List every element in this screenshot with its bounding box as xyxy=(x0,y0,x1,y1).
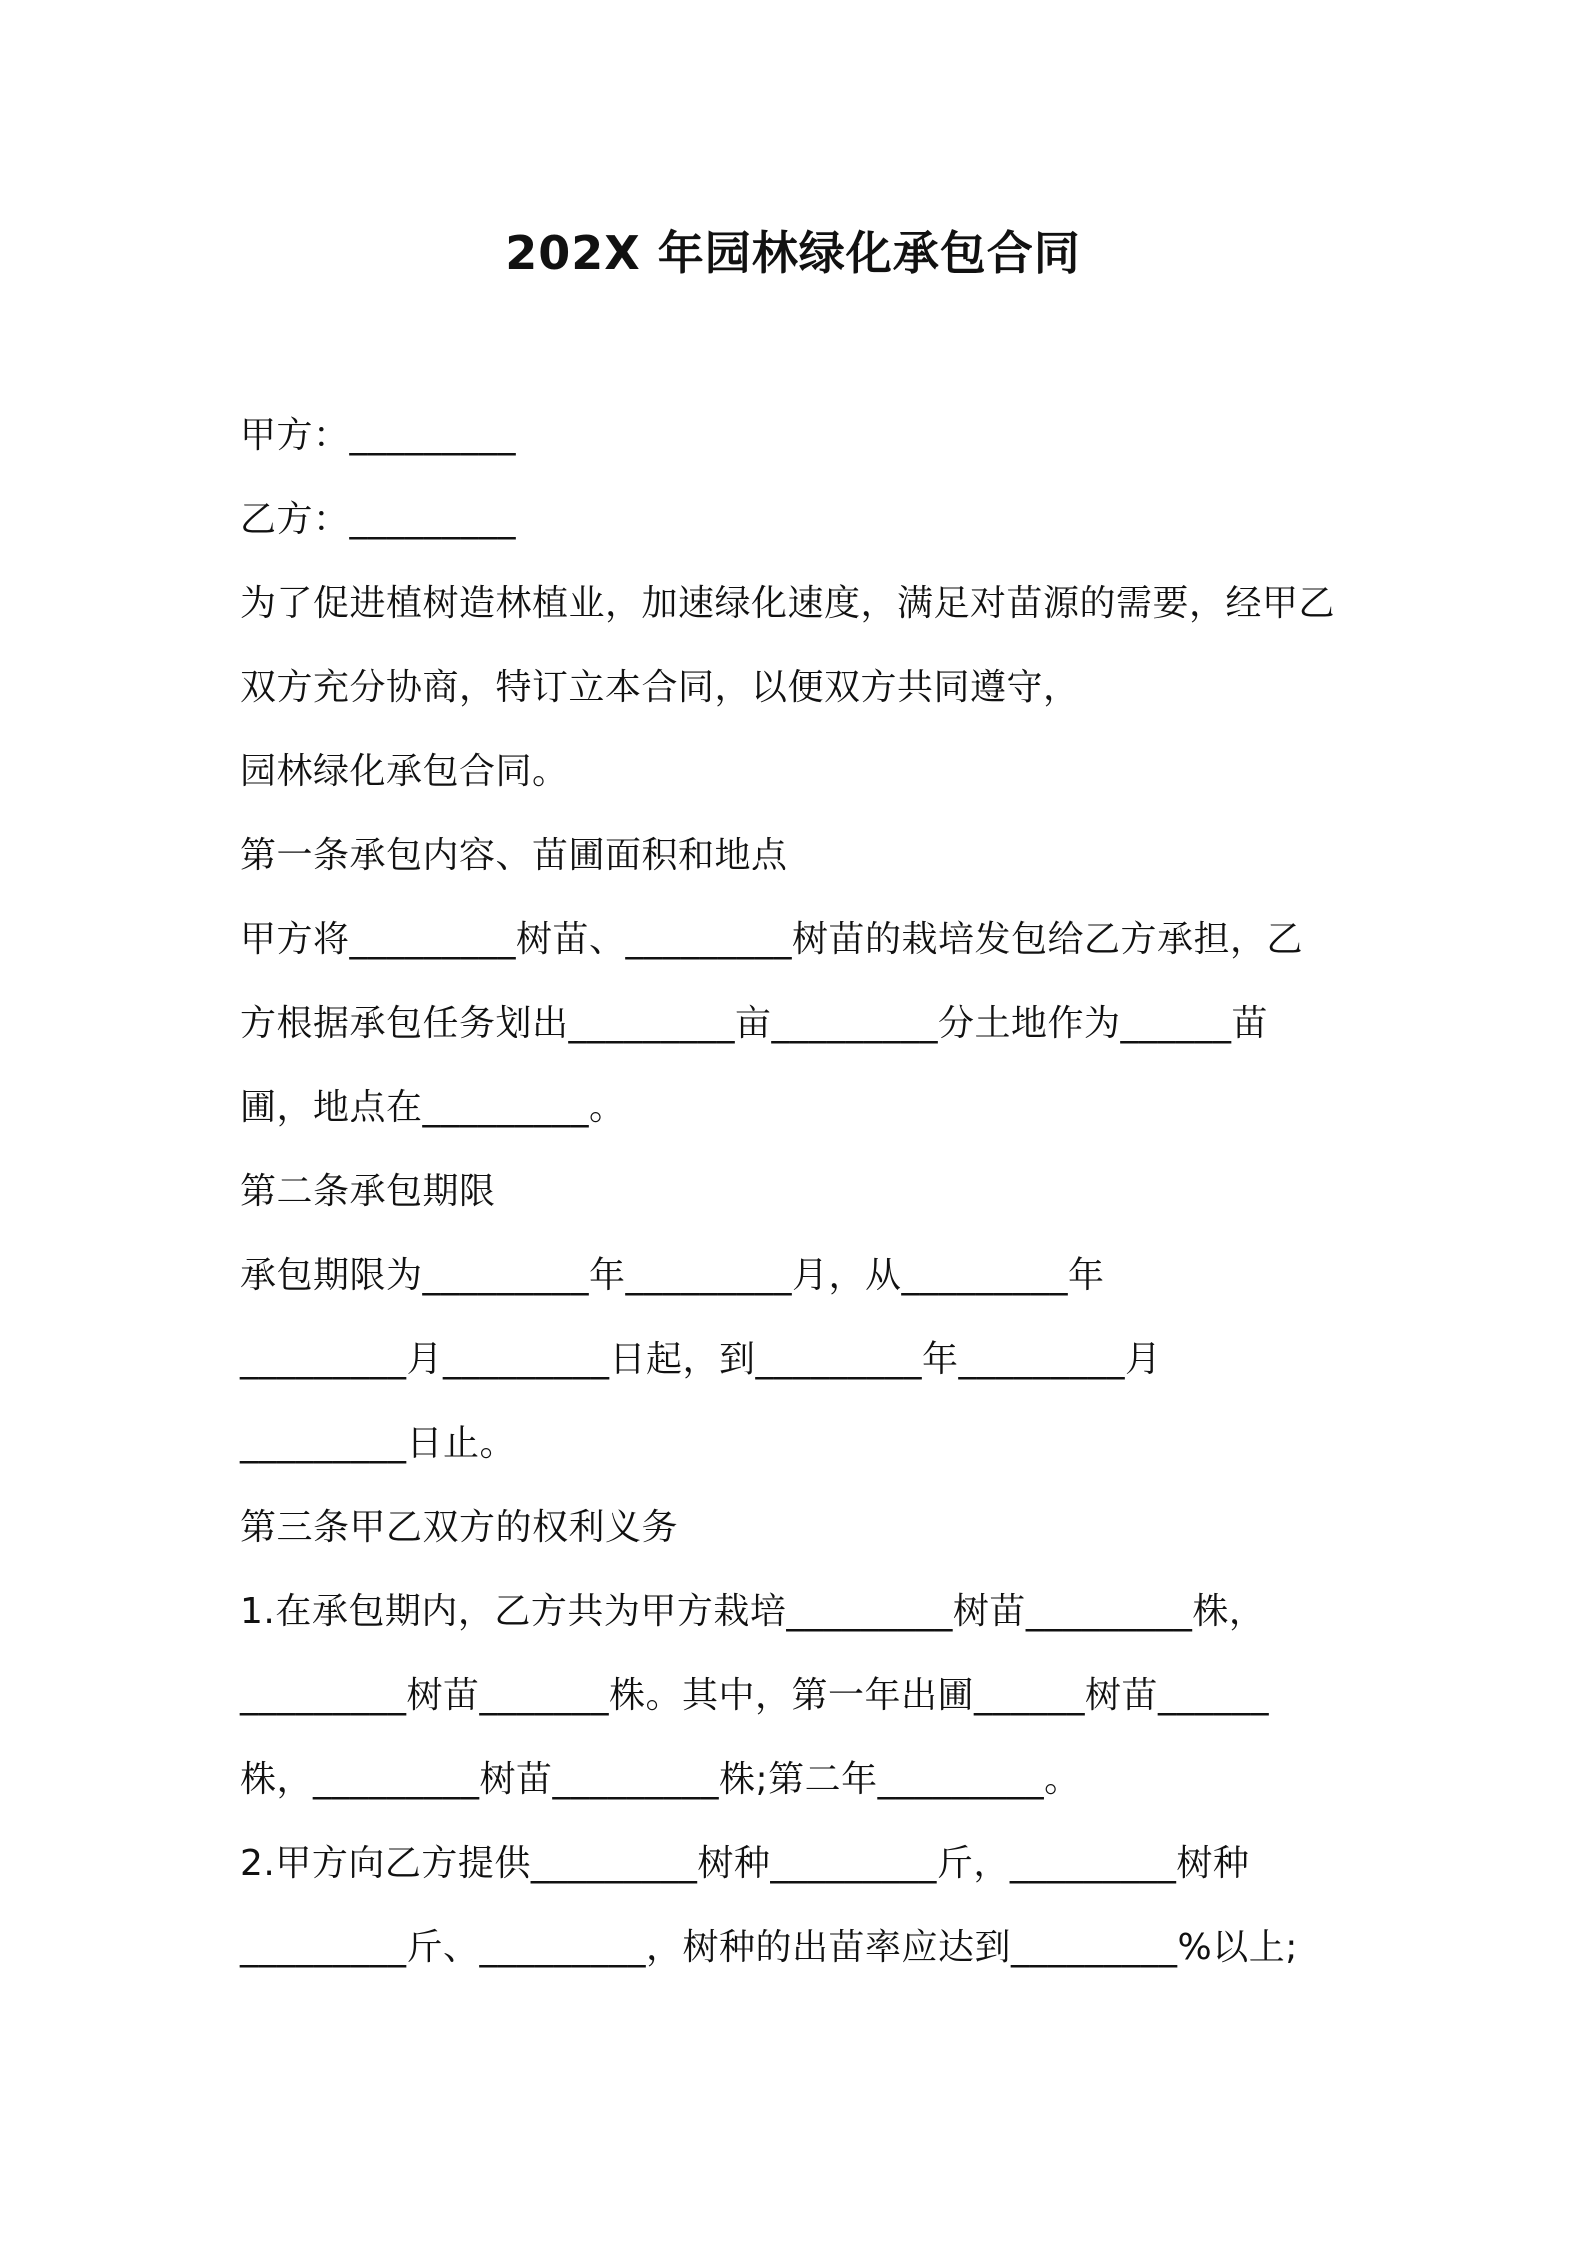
article-3-item-1-line-3: 株，_________树苗_________株;第二年_________。 xyxy=(240,1759,1081,1800)
article-3-item-1-line-2: _________树苗_______株。其中，第一年出圃______树苗______ xyxy=(240,1675,1270,1716)
article-1-line-2: 方根据承包任务划出_________亩_________分土地作为______苗 xyxy=(240,1003,1269,1044)
article-3-item-2-line-1: 2.甲方向乙方提供_________树种_________斤，_________树种 xyxy=(240,1843,1250,1884)
article-1-line-1: 甲方将_________树苗、_________树苗的栽培发包给乙方承担，乙 xyxy=(240,919,1304,960)
document-title: 202X 年园林绿化承包合同 xyxy=(505,226,1081,280)
article-2-line-2: _________月_________日起，到_________年_________月 xyxy=(240,1339,1162,1380)
party-b-line: 乙方：_________ xyxy=(240,499,517,540)
article-1-heading: 第一条承包内容、苗圃面积和地点 xyxy=(240,835,788,876)
article-2-line-3: _________日止。 xyxy=(240,1423,517,1464)
article-3-item-1-line-1: 1.在承包期内，乙方共为甲方栽培_________树苗_________株， xyxy=(240,1591,1266,1632)
party-a-line: 甲方：_________ xyxy=(240,415,517,456)
article-2-heading: 第二条承包期限 xyxy=(240,1171,496,1212)
preamble-line-2: 双方充分协商，特订立本合同，以便双方共同遵守， xyxy=(240,667,1080,708)
article-1-line-3: 圃，地点在_________。 xyxy=(240,1087,626,1128)
article-2-line-1: 承包期限为_________年_________月，从_________年 xyxy=(240,1255,1105,1296)
article-3-item-2-line-2: _________斤、_________，树种的出苗率应达到_________%以上; xyxy=(240,1927,1298,1968)
preamble-line-3: 园林绿化承包合同。 xyxy=(240,751,569,792)
preamble-line-1: 为了促进植树造林植业，加速绿化速度，满足对苗源的需要，经甲乙 xyxy=(240,583,1336,624)
article-3-heading: 第三条甲乙双方的权利义务 xyxy=(240,1507,679,1548)
